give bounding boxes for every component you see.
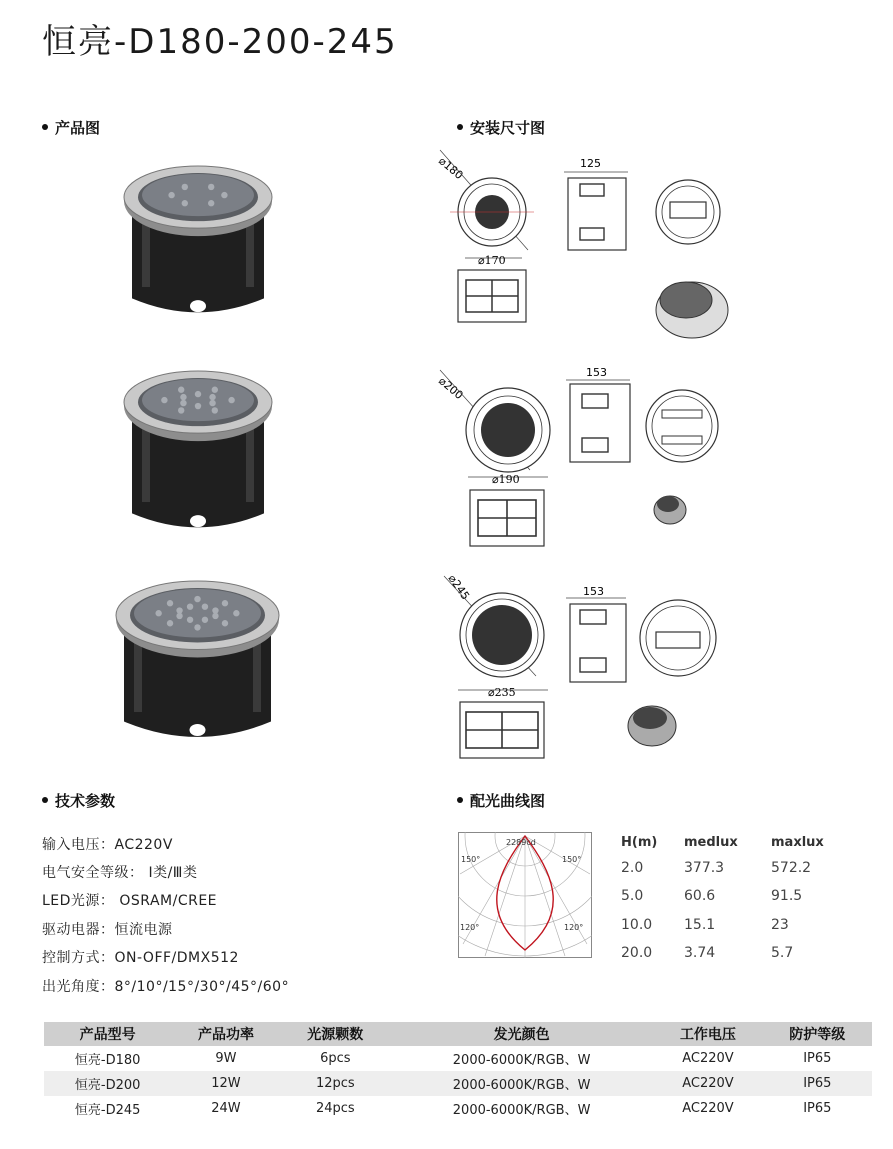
photometric-cell: 91.5 bbox=[771, 888, 803, 904]
table-cell: 恒亮-D180 bbox=[74, 1053, 141, 1068]
header-voltage: 工作电压 bbox=[653, 1022, 762, 1046]
photometric-cell: 60.6 bbox=[684, 888, 716, 904]
height-label: 153 bbox=[583, 585, 604, 598]
table-cell: 2000-6000K/RGB、W bbox=[390, 1071, 653, 1096]
bullet-icon bbox=[457, 124, 463, 130]
photometric-cell: 5.7 bbox=[771, 945, 794, 961]
photometric-cell: 23 bbox=[771, 917, 789, 933]
photometric-cell: 5.0 bbox=[621, 888, 644, 904]
height-label: 125 bbox=[580, 157, 601, 170]
polar-angle-label: 150° bbox=[461, 855, 481, 864]
photometric-cell: 15.1 bbox=[684, 917, 716, 933]
param-input-voltage: 输入电压：AC220V bbox=[42, 837, 173, 853]
header-ip: 防护等级 bbox=[763, 1022, 872, 1046]
table-cell: 恒亮-D245 bbox=[74, 1103, 141, 1118]
header-power: 产品功率 bbox=[171, 1022, 280, 1046]
section-product-image bbox=[42, 117, 100, 138]
table-cell: 6pcs bbox=[320, 1051, 351, 1066]
page-title: 恒亮-D180-200-245 bbox=[42, 22, 398, 62]
header-led-count: 光源颗数 bbox=[281, 1022, 390, 1046]
spec-table bbox=[44, 1022, 872, 1121]
dimension-drawing-d200 bbox=[430, 360, 730, 560]
spec-table-header bbox=[44, 1022, 872, 1046]
dimension-drawing-d245 bbox=[430, 570, 730, 765]
table-cell: 恒亮-D200 bbox=[44, 1071, 171, 1096]
section-light-curve bbox=[457, 790, 545, 811]
param-safety-class: 电气安全等级： Ⅰ类/Ⅲ类 bbox=[42, 865, 198, 881]
polar-angle-label: 120° bbox=[460, 923, 480, 932]
bullet-icon bbox=[457, 797, 463, 803]
product-photo-d245 bbox=[110, 575, 285, 750]
bottom-diameter-label: ⌀170 bbox=[478, 254, 506, 267]
polar-peak-label: 2289cd bbox=[506, 838, 536, 847]
table-cell: AC220V bbox=[653, 1071, 762, 1096]
header-model: 产品型号 bbox=[44, 1022, 171, 1046]
table-cell: AC220V bbox=[682, 1051, 734, 1066]
photometric-header-medlux: medlux bbox=[684, 835, 738, 850]
section-label: 安装尺寸图 bbox=[470, 119, 546, 137]
section-label: 技术参数 bbox=[55, 792, 116, 810]
table-cell: 9W bbox=[215, 1051, 237, 1066]
photometric-header-height: H(m) bbox=[621, 835, 658, 850]
diameter-label: ⌀245 bbox=[445, 572, 473, 603]
table-cell: 12pcs bbox=[281, 1071, 390, 1096]
table-cell: 12W bbox=[171, 1071, 280, 1096]
diameter-label: ⌀180 bbox=[436, 154, 466, 183]
table-cell: 2000-6000K/RGB、W bbox=[452, 1103, 591, 1118]
bottom-diameter-label: ⌀235 bbox=[488, 686, 516, 699]
polar-angle-label: 120° bbox=[564, 923, 584, 932]
photometric-cell: 572.2 bbox=[771, 860, 812, 876]
photometric-header-maxlux: maxlux bbox=[771, 835, 824, 850]
param-led-source: LED光源： OSRAM/CREE bbox=[42, 893, 218, 909]
bottom-diameter-label: ⌀190 bbox=[492, 473, 520, 486]
table-row bbox=[44, 1071, 872, 1096]
photometric-cell: 3.74 bbox=[684, 945, 716, 961]
polar-light-curve bbox=[458, 832, 592, 958]
polar-angle-label: 150° bbox=[562, 855, 582, 864]
section-label: 产品图 bbox=[55, 119, 101, 137]
param-control: 控制方式：ON-OFF/DMX512 bbox=[42, 950, 239, 966]
table-cell: IP65 bbox=[803, 1101, 832, 1116]
param-beam-angle: 出光角度：8°/10°/15°/30°/45°/60° bbox=[42, 979, 290, 995]
dimension-drawing-d180 bbox=[430, 140, 730, 360]
table-row bbox=[44, 1096, 872, 1121]
section-label: 配光曲线图 bbox=[470, 792, 546, 810]
table-row bbox=[44, 1046, 872, 1071]
table-cell: AC220V bbox=[682, 1101, 734, 1116]
table-cell: 2000-6000K/RGB、W bbox=[452, 1053, 591, 1068]
header-color: 发光颜色 bbox=[390, 1022, 653, 1046]
photometric-cell: 2.0 bbox=[621, 860, 644, 876]
table-cell: 24pcs bbox=[315, 1101, 355, 1116]
photometric-cell: 10.0 bbox=[621, 917, 653, 933]
diameter-label: ⌀200 bbox=[436, 374, 466, 403]
product-photo-d200 bbox=[118, 365, 278, 540]
photometric-cell: 20.0 bbox=[621, 945, 653, 961]
param-driver: 驱动电器：恒流电源 bbox=[42, 922, 173, 938]
table-cell: IP65 bbox=[763, 1071, 872, 1096]
section-install-dims bbox=[457, 117, 545, 138]
photometric-cell: 377.3 bbox=[684, 860, 725, 876]
bullet-icon bbox=[42, 124, 48, 130]
section-tech-params bbox=[42, 790, 115, 811]
bullet-icon bbox=[42, 797, 48, 803]
height-label: 153 bbox=[586, 366, 607, 379]
table-cell: 24W bbox=[211, 1101, 241, 1116]
product-photo-d180 bbox=[118, 160, 278, 325]
table-cell: IP65 bbox=[803, 1051, 832, 1066]
